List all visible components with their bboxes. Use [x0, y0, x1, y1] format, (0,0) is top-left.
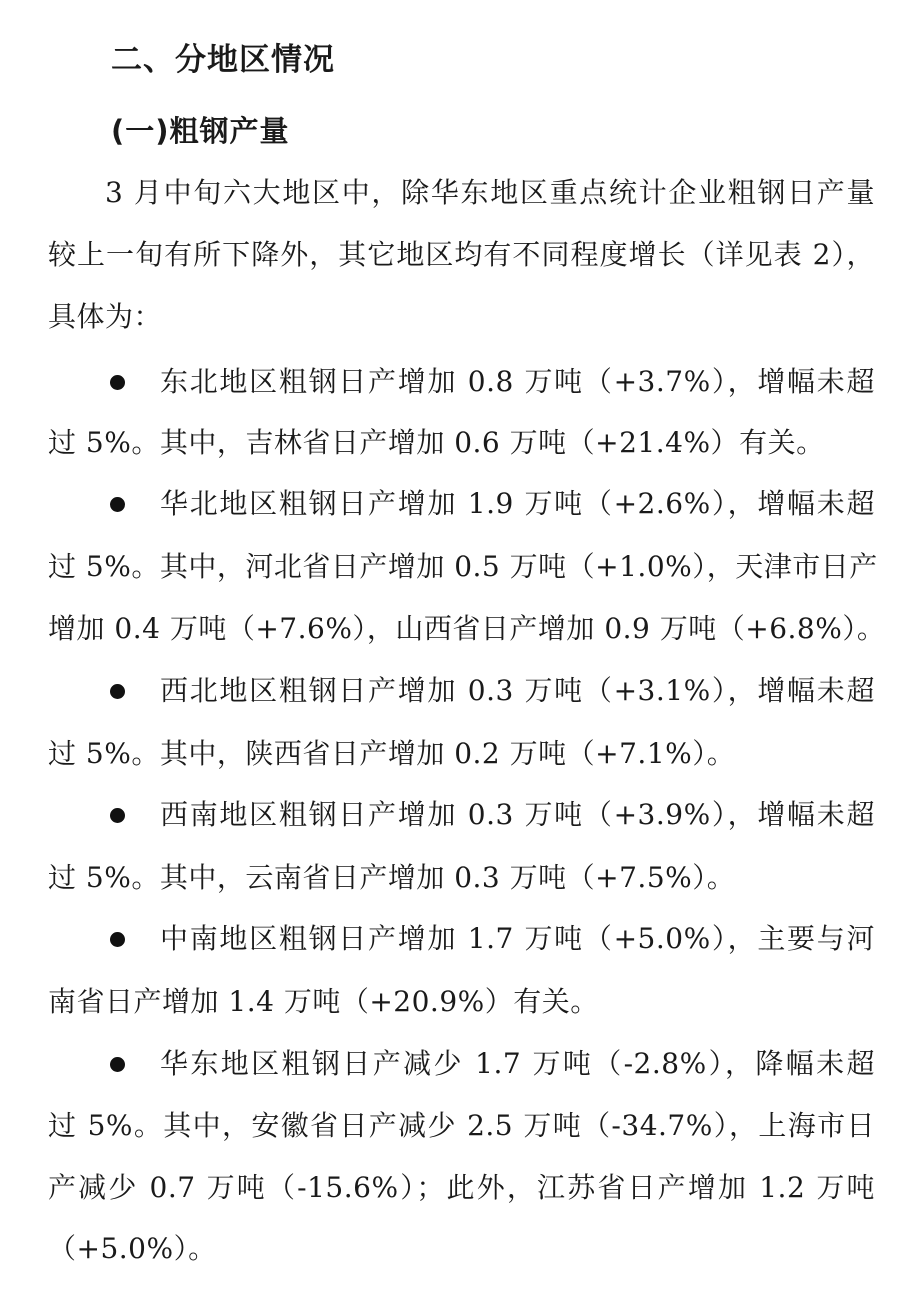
- intro-line-3: 具体为：: [48, 300, 163, 333]
- bullet-icon: [110, 932, 125, 947]
- bullet-north-line-3: 增加 0.4 万吨（+7.6%），山西省日产增加 0.9 万吨（+6.8%）。: [48, 612, 886, 645]
- intro-line-2: 较上一旬有所下降外，其它地区均有不同程度增长（详见表 2），: [48, 238, 875, 271]
- bullet-east-line-3: 产减少 0.7 万吨（-15.6%）；此外，江苏省日产增加 1.2 万吨: [48, 1171, 875, 1204]
- bullet-east-line-4: （+5.0%）。: [48, 1232, 217, 1265]
- bullet-east-line-1: 华东地区粗钢日产减少 1.7 万吨（-2.8%），降幅未超: [160, 1047, 875, 1080]
- bullet-southwest-line-1: 西南地区粗钢日产增加 0.3 万吨（+3.9%），增幅未超: [160, 798, 875, 831]
- bullet-northwest-line-1: 西北地区粗钢日产增加 0.3 万吨（+3.1%），增幅未超: [160, 674, 875, 707]
- bullet-southcentral-line-2: 南省日产增加 1.4 万吨（+20.9%）有关。: [48, 985, 599, 1018]
- bullet-north-line-2: 过 5%。其中，河北省日产增加 0.5 万吨（+1.0%），天津市日产: [48, 550, 878, 583]
- bullet-southcentral-line-1: 中南地区粗钢日产增加 1.7 万吨（+5.0%），主要与河: [160, 922, 875, 955]
- bullet-icon: [110, 808, 125, 823]
- bullet-southwest-line-2: 过 5%。其中，云南省日产增加 0.3 万吨（+7.5%）。: [48, 861, 736, 894]
- section-title: 二、分地区情况: [111, 42, 335, 78]
- bullet-northeast-line-2: 过 5%。其中，吉林省日产增加 0.6 万吨（+21.4%）有关。: [48, 426, 825, 459]
- bullet-northwest-line-2: 过 5%。其中，陕西省日产增加 0.2 万吨（+7.1%）。: [48, 737, 736, 770]
- intro-line-1: 3 月中旬六大地区中，除华东地区重点统计企业粗钢日产量: [105, 176, 875, 209]
- bullet-northeast-line-1: 东北地区粗钢日产增加 0.8 万吨（+3.7%），增幅未超: [160, 365, 875, 398]
- bullet-icon: [110, 375, 125, 390]
- bullet-north-line-1: 华北地区粗钢日产增加 1.9 万吨（+2.6%），增幅未超: [160, 487, 875, 520]
- bullet-icon: [110, 684, 125, 699]
- bullet-icon: [110, 1057, 125, 1072]
- section-subtitle: (一)粗钢产量: [111, 114, 290, 148]
- bullet-east-line-2: 过 5%。其中，安徽省日产减少 2.5 万吨（-34.7%），上海市日: [48, 1109, 875, 1142]
- bullet-icon: [110, 497, 125, 512]
